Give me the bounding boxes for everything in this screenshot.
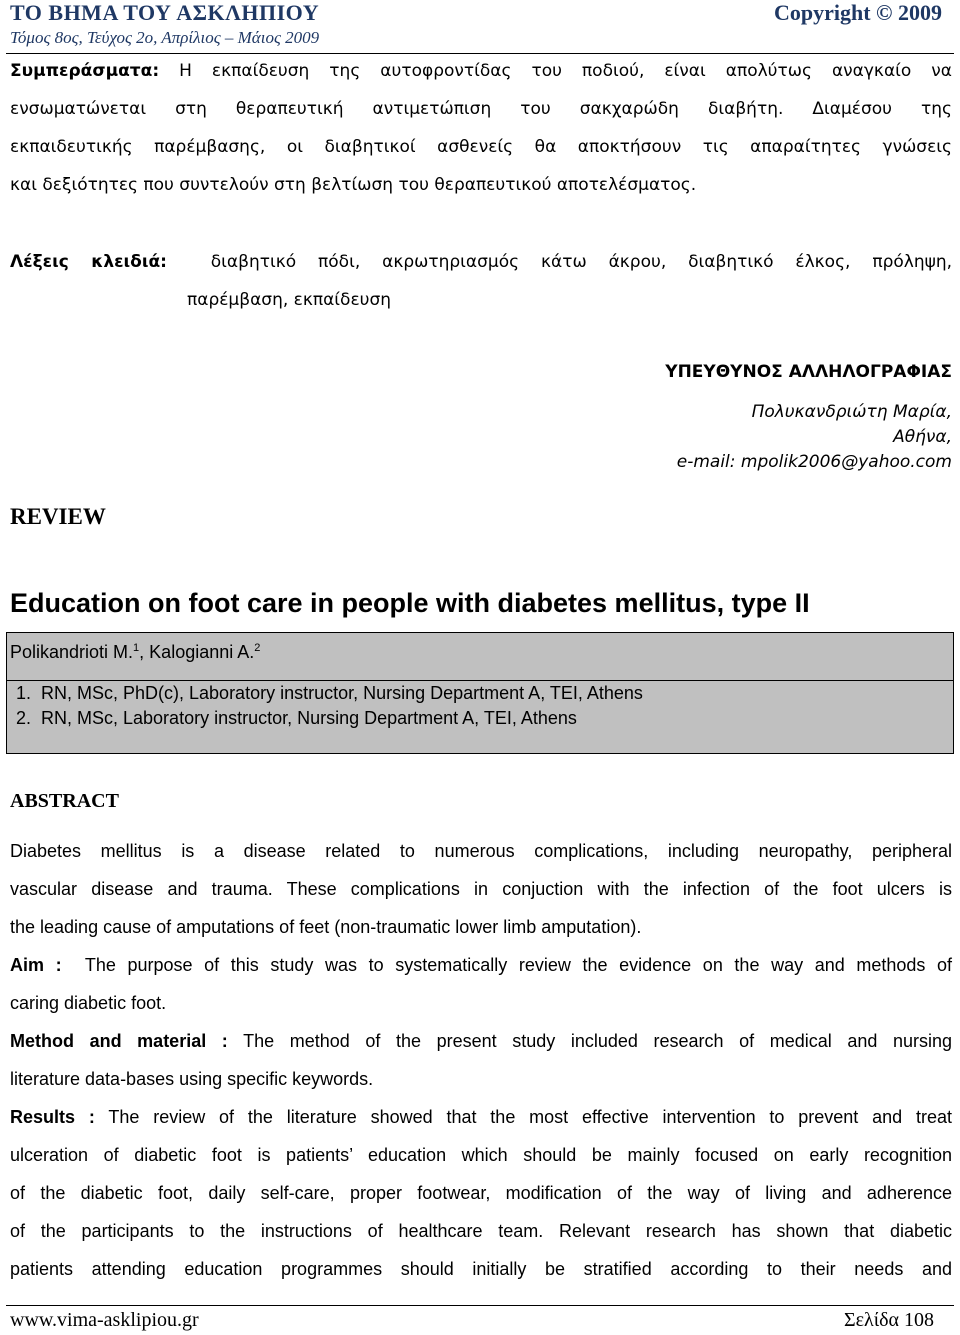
copyright-notice: Copyright © 2009 xyxy=(774,0,942,25)
author-affiliation-marker: 1 xyxy=(133,642,140,654)
abstract-line: ulceration of diabetic foot is patients’ education which should be mainly focused on early recognition xyxy=(10,1145,952,1165)
authors-divider xyxy=(6,680,954,681)
journal-title: ΤΟ ΒΗΜΑ ΤΟΥ ΑΣΚΛΗΠΙΟΥ xyxy=(10,0,320,25)
abstract-line: The method of the present study included research of medical and nursing xyxy=(243,1031,952,1051)
abstract-heading: ABSTRACT xyxy=(10,790,119,812)
abstract-line: The purpose of this study was to systematically review the evidence on the way and methods of xyxy=(84,955,952,975)
author-name: Polikandrioti M. xyxy=(10,642,134,662)
keywords-line: παρέμβαση, εκπαίδευση xyxy=(187,290,392,310)
correspondence-heading: ΥΠΕΥΘΥΝΟΣ ΑΛΛΗΛΟΓΡΑΦΙΑΣ xyxy=(665,362,952,382)
affiliation-item: 1. RN, MSc, PhD(c), Laboratory instructor, Nursing Department A, TEI, Athens xyxy=(16,683,643,703)
issue-info: Τόμος 8ος, Τεύχος 2ο, Απρίλιος – Μάιος 2009 xyxy=(10,28,320,47)
conclusions-line: Η εκπαίδευση της αυτοφροντίδας του ποδιού, είναι απολύτως αναγκαίο να xyxy=(179,61,953,81)
correspondence-email: e-mail: mpolik2006@yahoo.com xyxy=(676,452,952,472)
conclusions-line: εκπαιδευτικής παρέμβασης, οι διαβητικοί ασθενείς θα αποκτήσουν τις απαραίτητες γνώσεις xyxy=(10,137,952,157)
keywords-line: διαβητικό πόδι, ακρωτηριασμός κάτω άκρου, διαβητικό έλκος, πρόληψη, xyxy=(210,252,953,272)
abstract-line: vascular disease and trauma. These complications in conjuction with the infection of the foot ulcers is xyxy=(10,879,952,899)
correspondence-name: Πολυκανδριώτη Μαρία, xyxy=(751,402,952,422)
author-name: , Kalogianni A. xyxy=(139,642,255,662)
footer-divider xyxy=(6,1305,954,1306)
results-label: Results : xyxy=(10,1107,95,1127)
aim-label: Aim : xyxy=(10,955,62,975)
keywords-block xyxy=(10,243,952,319)
abstract-line: The review of the literature showed that the most effective intervention to prevent and treat xyxy=(108,1107,952,1127)
section-label: REVIEW xyxy=(10,504,106,529)
article-title: Education on foot care in people with diabetes mellitus, type II xyxy=(10,588,810,618)
abstract-line: patients attending education programmes should initially be stratified according to their needs and xyxy=(10,1259,952,1279)
conclusions-line: και δεξιότητες που συντελούν στη βελτίωση του θεραπευτικού αποτελέσματος. xyxy=(10,175,697,195)
abstract-line: Diabetes mellitus is a disease related to numerous complications, including neuropathy, peripheral xyxy=(10,841,952,861)
abstract-body xyxy=(10,832,952,1288)
correspondence-city: Αθήνα, xyxy=(893,427,952,447)
abstract-line: of the participants to the instructions of healthcare team. Relevant research has shown that diabetic xyxy=(10,1221,952,1241)
authors-line xyxy=(10,642,260,663)
footer-website[interactable]: www.vima-asklipiou.gr xyxy=(10,1309,199,1331)
keywords-label: Λέξεις κλειδιά: xyxy=(10,252,167,272)
conclusions-line: ενσωματώνεται στη θεραπευτική αντιμετώπιση του σακχαρώδη διαβήτη. Διαμέσου της xyxy=(10,99,952,119)
abstract-line: the leading cause of amputations of feet (non-traumatic lower limb amputation). xyxy=(10,917,642,937)
conclusions-paragraph xyxy=(10,52,952,204)
method-label: Method and material : xyxy=(10,1031,228,1051)
footer-page-number: Σελίδα 108 xyxy=(843,1309,934,1331)
abstract-line: caring diabetic foot. xyxy=(10,993,167,1013)
conclusions-label: Συμπεράσματα: xyxy=(10,61,160,81)
abstract-line: literature data-bases using specific keywords. xyxy=(10,1069,374,1089)
author-affiliation-marker: 2 xyxy=(254,642,261,654)
abstract-line: of the diabetic foot, daily self-care, proper footwear, modification of the way of living and adherence xyxy=(10,1183,952,1203)
affiliation-item: 2. RN, MSc, Laboratory instructor, Nursing Department A, TEI, Athens xyxy=(16,708,577,728)
